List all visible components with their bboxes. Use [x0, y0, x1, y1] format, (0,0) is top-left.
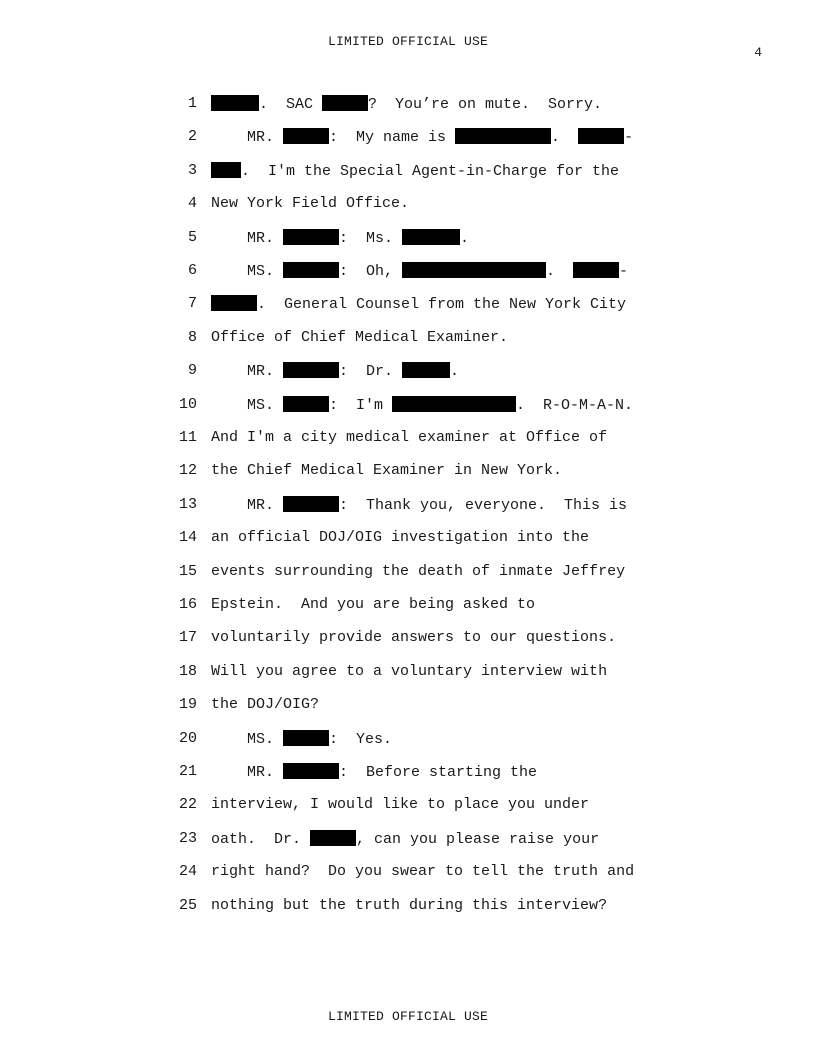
text-segment: : I'm: [329, 396, 393, 414]
text-segment: events surrounding the death of inmate Jeffrey: [211, 562, 626, 580]
text-segment: : Yes.: [329, 730, 393, 748]
text-segment: . SAC: [259, 96, 323, 113]
text-segment: .: [546, 263, 574, 280]
line-text: [211, 663, 607, 680]
transcript-line: [0, 221, 816, 254]
line-text: [211, 195, 409, 212]
redaction-box: [283, 362, 339, 378]
text-segment: .: [450, 363, 460, 381]
line-text: [211, 262, 628, 280]
redaction-box: [211, 295, 257, 311]
transcript-line: [0, 354, 816, 387]
page-header: LIMITED OFFICIAL USE: [327, 34, 489, 49]
transcript-line: [0, 855, 816, 888]
text-segment: : Before starting the: [339, 764, 538, 781]
text-segment: . R-O-M-A-N.: [516, 396, 634, 414]
transcript-line: [0, 321, 816, 354]
line-text: [211, 863, 634, 880]
text-segment: , can you please raise your: [356, 830, 600, 848]
text-segment: : Oh,: [339, 263, 403, 280]
transcript-line: [0, 755, 816, 788]
line-number: 22: [178, 796, 197, 814]
transcript-line: [0, 822, 816, 855]
text-segment: the Chief Medical Examiner in New York.: [211, 462, 563, 480]
text-segment: : Thank you, everyone. This is: [339, 496, 628, 514]
line-text: [211, 128, 633, 146]
redaction-box: [283, 229, 339, 245]
line-text: [211, 362, 459, 380]
transcript-line: [0, 120, 816, 153]
line-text: [211, 295, 626, 313]
text-segment: oath. Dr.: [211, 830, 311, 848]
transcript-line: [0, 588, 816, 621]
line-number: 5: [187, 228, 197, 246]
line-number: 12: [178, 462, 197, 480]
line-number: 20: [178, 729, 197, 747]
line-text: [211, 763, 537, 781]
line-number: 17: [178, 629, 197, 647]
text-segment: MR.: [211, 229, 284, 247]
line-text: [211, 830, 599, 848]
redaction-box: [283, 730, 329, 746]
text-segment: : Dr.: [339, 363, 403, 381]
redaction-box: [283, 396, 329, 412]
text-segment: MR.: [211, 496, 284, 514]
text-segment: : Ms.: [339, 229, 403, 247]
line-text: [211, 95, 602, 113]
text-segment: nothing but the truth during this interview?: [211, 896, 608, 914]
line-number: 15: [178, 562, 197, 580]
text-segment: -: [624, 129, 634, 147]
text-segment: MS.: [211, 396, 284, 414]
line-number: 2: [187, 128, 197, 146]
redaction-box: [402, 229, 460, 245]
line-number: 4: [187, 195, 197, 213]
redaction-box: [283, 262, 339, 278]
transcript-line: [0, 488, 816, 521]
redaction-box: [402, 262, 546, 278]
line-number: 16: [178, 596, 197, 613]
text-segment: Epstein. And you are being asked to: [211, 596, 536, 613]
text-segment: New York Field Office.: [211, 195, 410, 213]
text-segment: . I'm the Special Agent-in-Charge for the: [241, 162, 620, 180]
text-segment: Will you agree to a voluntary interview with: [211, 662, 608, 680]
transcript-line: [0, 621, 816, 654]
line-text: [211, 462, 562, 479]
redaction-box: [392, 396, 516, 412]
line-text: [211, 429, 607, 446]
line-text: [211, 596, 535, 613]
line-number: 1: [187, 95, 197, 112]
redaction-box: [455, 128, 551, 144]
line-number: 10: [178, 395, 197, 413]
redaction-box: [322, 95, 368, 111]
transcript-line: [0, 788, 816, 821]
text-segment: interview, I would like to place you under: [211, 796, 590, 814]
redaction-box: [402, 362, 450, 378]
redaction-box: [283, 496, 339, 512]
line-text: [211, 496, 627, 514]
line-text: [211, 696, 319, 713]
line-number: 9: [187, 362, 197, 380]
transcript-line: [0, 655, 816, 688]
transcript-line: [0, 688, 816, 721]
text-segment: Office of Chief Medical Examiner.: [211, 328, 509, 346]
text-segment: .: [551, 129, 579, 147]
text-segment: the DOJ/OIG?: [211, 696, 320, 714]
text-segment: MR.: [211, 129, 284, 147]
line-number: 6: [187, 262, 197, 279]
text-segment: MR.: [211, 764, 284, 781]
line-number: 14: [178, 529, 197, 547]
redaction-box: [283, 128, 329, 144]
text-segment: And I'm a city medical examiner at Office of: [211, 429, 608, 446]
redaction-box: [573, 262, 619, 278]
page-number: 4: [754, 45, 762, 60]
text-segment: ? You’re on mute. Sorry.: [368, 96, 603, 113]
line-number: 19: [178, 696, 197, 714]
text-segment: an official DOJ/OIG investigation into the: [211, 529, 590, 547]
line-text: [211, 796, 589, 813]
line-number: 25: [178, 896, 197, 914]
transcript-line: [0, 421, 816, 454]
text-segment: . General Counsel from the New York City: [257, 296, 627, 314]
line-number: 8: [187, 328, 197, 346]
redaction-box: [283, 763, 339, 779]
line-number: 23: [178, 829, 197, 847]
text-segment: : My name is: [329, 129, 456, 147]
line-text: [211, 529, 589, 546]
text-segment: MR.: [211, 363, 284, 381]
redaction-box: [211, 95, 259, 111]
text-segment: MS.: [211, 730, 284, 748]
line-text: [211, 162, 619, 180]
transcript-line: [0, 555, 816, 588]
redaction-box: [310, 830, 356, 846]
line-number: 3: [187, 161, 197, 179]
page-footer: LIMITED OFFICIAL USE: [327, 1009, 489, 1024]
transcript-line: [0, 87, 816, 120]
transcript-line: [0, 454, 816, 487]
text-segment: right hand? Do you swear to tell the truth and: [211, 863, 635, 881]
text-segment: .: [460, 229, 470, 247]
line-text: [211, 329, 508, 346]
transcript-line: [0, 388, 816, 421]
line-text: [211, 563, 625, 580]
transcript-line: [0, 254, 816, 287]
line-number: 24: [178, 863, 197, 881]
text-segment: MS.: [211, 263, 284, 280]
transcript-line: [0, 521, 816, 554]
line-text: [211, 730, 392, 748]
transcript-line: [0, 154, 816, 187]
text-segment: -: [619, 263, 629, 280]
line-number: 18: [178, 662, 197, 680]
line-text: [211, 629, 616, 646]
transcript-line: [0, 722, 816, 755]
transcript-line: [0, 187, 816, 220]
transcript-line: [0, 287, 816, 320]
text-segment: voluntarily provide answers to our questions.: [211, 629, 617, 647]
line-number: 13: [178, 495, 197, 513]
line-text: [211, 229, 469, 247]
line-text: [211, 396, 633, 414]
redaction-box: [578, 128, 624, 144]
transcript-line: [0, 889, 816, 922]
line-text: [211, 897, 607, 914]
redaction-box: [211, 162, 241, 178]
line-number: 11: [178, 429, 197, 446]
line-number: 21: [178, 763, 197, 780]
line-number: 7: [187, 295, 197, 313]
